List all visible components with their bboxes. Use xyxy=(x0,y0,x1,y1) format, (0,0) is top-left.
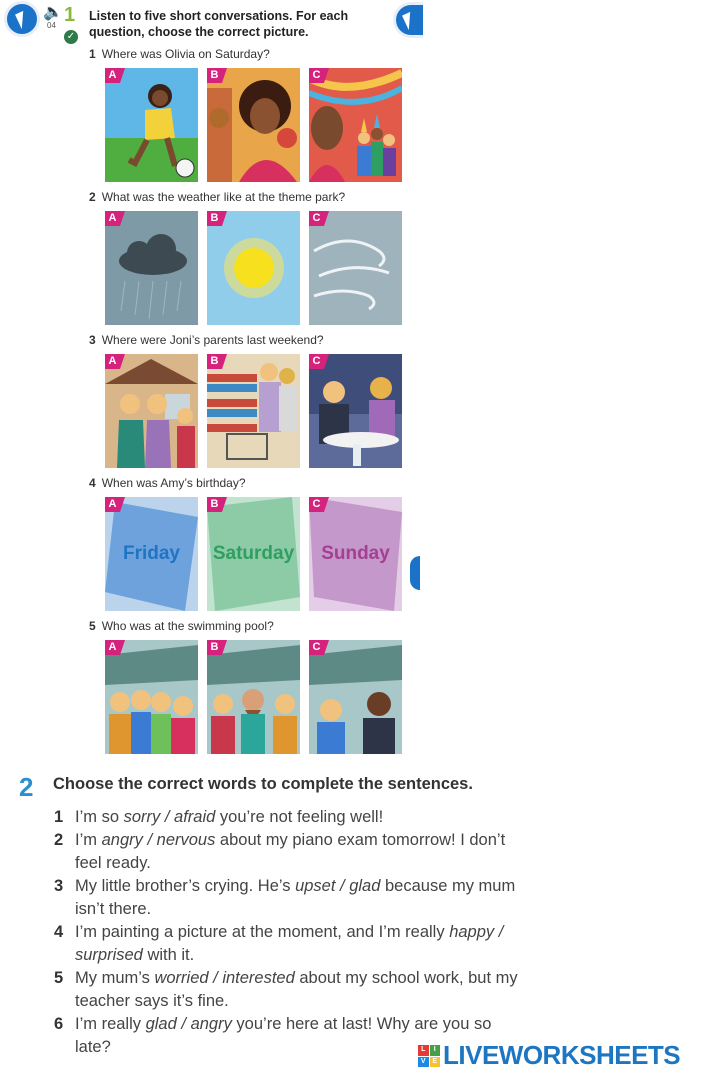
day-sunday: Sunday xyxy=(321,543,390,564)
question-2: 2 What was the weather like at the theme park? xyxy=(89,190,346,204)
sentence-1: 1 I’m so sorry / afraid you’re not feeling well! xyxy=(54,808,384,826)
picture-3c-restaurant[interactable]: C xyxy=(309,354,402,468)
word-option-1[interactable]: upset xyxy=(295,877,336,895)
sentence-5: 5 My mum’s worried / interested about my school work, but my teacher says it’s fine. xyxy=(54,969,518,1010)
exercise-2-title: Choose the correct words to complete the sentences. xyxy=(53,775,473,793)
word-option-1[interactable]: sorry xyxy=(123,808,161,826)
track-number: 04 xyxy=(47,21,56,30)
word-option-2[interactable]: angry xyxy=(190,1015,232,1033)
word-option-2[interactable]: nervous xyxy=(156,831,216,849)
exercise-number: 1 xyxy=(64,4,76,26)
picture-2b-sun[interactable]: B xyxy=(207,211,300,325)
word-option-1[interactable]: glad xyxy=(145,1015,177,1033)
question-5: 5 Who was at the swimming pool? xyxy=(89,619,274,633)
cursor-button-right[interactable] xyxy=(393,2,423,38)
picture-5a-pool[interactable]: A xyxy=(105,640,198,754)
picture-1c-party[interactable]: C xyxy=(309,68,402,182)
question-4: 4 When was Amy’s birthday? xyxy=(89,476,246,490)
sentence-2: 2 I’m angry / nervous about my piano exam tomorrow! I don’t feel ready. xyxy=(54,831,506,872)
word-option-1[interactable]: happy xyxy=(449,923,495,941)
sentence-4: 4 I’m painting a picture at the moment, and I’m really happy / surprised with it. xyxy=(54,923,504,964)
picture-4a-friday[interactable]: A Friday xyxy=(105,497,198,611)
sentence-6: 6 I’m really glad / angry you’re here at last! Why are you so late? xyxy=(54,1015,492,1056)
check-icon: ✓ xyxy=(64,30,78,44)
speaker-icon[interactable]: 🔈 xyxy=(43,4,63,21)
exercise-2-number: 2 xyxy=(19,772,34,802)
question-1: 1 Where was Olivia on Saturday? xyxy=(89,47,270,61)
picture-1a-football[interactable]: A xyxy=(105,68,198,182)
cursor-button[interactable] xyxy=(4,1,40,37)
picture-5c-pool[interactable]: C xyxy=(309,640,402,754)
liveworksheets-logo-icon: L I V E xyxy=(418,1045,440,1067)
day-friday: Friday xyxy=(122,543,181,564)
question-3: 3 Where were Joni’s parents last weekend? xyxy=(89,333,324,347)
word-option-2[interactable]: interested xyxy=(222,969,295,987)
word-option-1[interactable]: angry xyxy=(101,831,143,849)
sentence-3: 3 My little brother’s crying. He’s upset / glad because my mum isn’t there. xyxy=(54,877,516,918)
word-option-1[interactable]: worried xyxy=(154,969,209,987)
picture-3b-supermarket[interactable]: B xyxy=(207,354,300,468)
picture-5b-pool[interactable]: B xyxy=(207,640,300,754)
picture-1b-shop[interactable]: B xyxy=(207,68,300,182)
picture-4c-sunday[interactable]: C Sunday xyxy=(309,497,402,611)
word-option-2[interactable]: glad xyxy=(349,877,381,895)
instruction: Listen to five short conversations. For each question, choose the correct picture. xyxy=(89,9,349,39)
day-saturday: Saturday xyxy=(212,543,295,564)
word-option-2[interactable]: surprised xyxy=(75,946,143,964)
picture-2c-wind[interactable]: C xyxy=(309,211,402,325)
picture-4b-saturday[interactable]: B Saturday xyxy=(207,497,300,611)
liveworksheets-logo: LIVEWORKSHEETS xyxy=(443,1040,681,1070)
side-tab[interactable] xyxy=(410,556,420,590)
word-option-2[interactable]: afraid xyxy=(174,808,216,826)
picture-3a-house[interactable]: A xyxy=(105,354,198,468)
picture-2a-rain[interactable]: A xyxy=(105,211,198,325)
